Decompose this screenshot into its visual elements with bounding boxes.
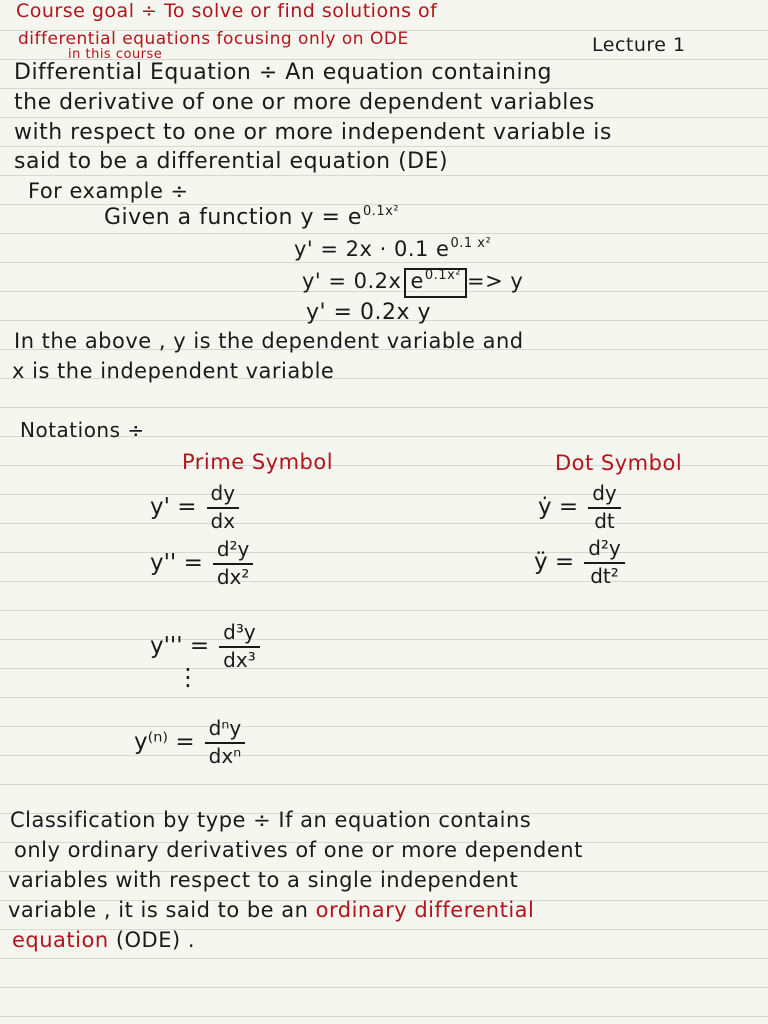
notations-title: Notations ÷ (20, 418, 145, 442)
course-goal-insert: in this course (68, 47, 163, 62)
eq1-prefix: y' = 2x · 0.1 e (294, 237, 450, 261)
dot-symbol-heading: Dot Symbol (555, 451, 683, 475)
fraction-numerator: d³y (219, 620, 260, 648)
prime-symbol-heading: Prime Symbol (182, 450, 334, 474)
fraction-denominator: dt (594, 509, 615, 533)
course-goal-line1: Course goal ÷ To solve or find solutions of (16, 0, 438, 22)
fraction-denominator: dxⁿ (208, 744, 242, 768)
fraction-denominator: dx² (216, 565, 250, 589)
fraction-denominator: dt² (590, 564, 619, 588)
prime-nth-derivative (134, 716, 245, 767)
lecture-label: Lecture 1 (592, 34, 686, 56)
dot-lhs: ẏ = (538, 493, 579, 520)
fraction (219, 620, 260, 671)
prime-lhs: y' = (150, 493, 197, 520)
given-exponent: 0.1x² (362, 204, 400, 219)
ode-term-highlight: ordinary differential (315, 898, 535, 922)
eq2-suffix: => y (467, 269, 524, 293)
explanation-line2: x is the independent variable (12, 359, 335, 383)
course-goal-line2: differential equations focusing only on ODE (18, 29, 409, 49)
ode-abbreviation: (ODE) . (108, 928, 196, 952)
definition-line1: Differential Equation ÷ An equation containing (14, 60, 553, 85)
for-example-label: For example ÷ (28, 179, 189, 203)
eq1-exponent: 0.1 x² (450, 236, 492, 251)
given-prefix: Given a function y = e (104, 205, 362, 230)
fraction-numerator: d²y (213, 537, 254, 565)
definition-line2: the derivative of one or more dependent variables (14, 90, 595, 115)
classification-line3: variables with respect to a single independent (8, 868, 519, 892)
classification-line1: Classification by type ÷ If an equation contains (10, 808, 532, 832)
given-function (104, 205, 399, 230)
prime-lhs: y'' = (150, 549, 203, 576)
derivative-step2 (302, 268, 523, 298)
derivative-result: y' = 0.2x y (306, 300, 432, 325)
vertical-ellipsis: ⋮ (176, 663, 201, 691)
dot-first-derivative (538, 481, 621, 532)
definition-line4: said to be a differential equation (DE) (14, 149, 449, 174)
boxed-exponential (404, 268, 467, 298)
classification-line5 (12, 928, 195, 952)
fraction-numerator: d²y (584, 536, 625, 564)
classification-line2: only ordinary derivatives of one or more dependent (14, 838, 583, 862)
prime-lhs: y''' = (150, 632, 210, 659)
fraction (205, 716, 246, 767)
fraction (207, 481, 240, 532)
dot-lhs: ÿ = (534, 548, 575, 575)
classification-line4-text: variable , it is said to be an (8, 898, 316, 922)
classification-line4 (8, 898, 534, 922)
fraction-numerator: dy (207, 481, 240, 509)
boxed-base: e (410, 269, 424, 293)
ode-term-highlight-cont: equation (12, 928, 109, 952)
definition-line3: with respect to one or more independent variable is (14, 120, 612, 145)
prime-third-derivative (150, 620, 260, 671)
prime-lhs: y⁽ⁿ⁾ = (134, 728, 195, 755)
fraction-denominator: dx (210, 509, 236, 533)
fraction (213, 537, 254, 588)
fraction (588, 481, 621, 532)
derivative-step1 (294, 237, 491, 261)
fraction (584, 536, 625, 587)
explanation-line1: In the above , y is the dependent variable and (14, 329, 524, 353)
boxed-exponent: 0.1x² (424, 268, 461, 283)
prime-second-derivative (150, 537, 253, 588)
dot-second-derivative (534, 536, 625, 587)
eq2-prefix: y' = 0.2x (302, 269, 402, 293)
prime-first-derivative (150, 481, 239, 532)
fraction-denominator: dx³ (223, 648, 256, 672)
fraction-numerator: dⁿy (205, 716, 246, 744)
fraction-numerator: dy (588, 481, 621, 509)
